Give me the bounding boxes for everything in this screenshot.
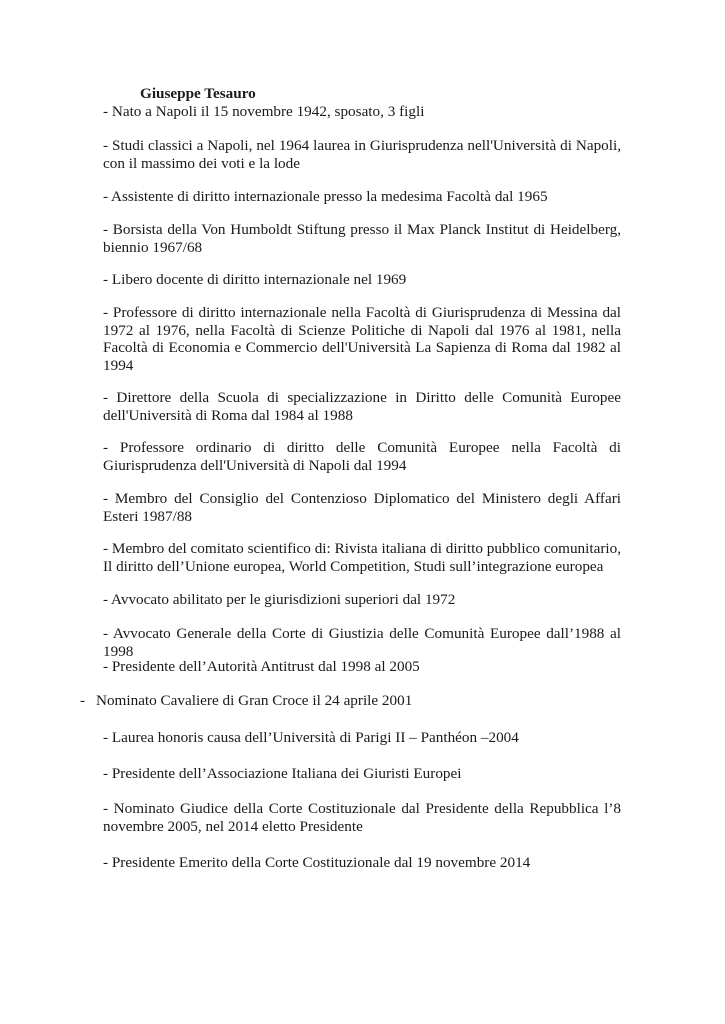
entry-cavaliere bbox=[80, 692, 412, 710]
document-title: Giuseppe Tesauro bbox=[140, 85, 256, 102]
entry-libero-docente: - Libero docente di diritto internazionale nel 1969 bbox=[103, 271, 407, 288]
entry-professore-internazionale: - Professore di diritto internazionale nella Facoltà di Giurisprudenza di Messina dal 1972 al 1976, nella Facoltà di Scienze Politiche di Napoli dal 1976 al 1981, nella Facoltà di Economia e Commercio dell'Università La Sapienza di Roma dal 1982 al 1994 bbox=[103, 304, 621, 374]
entry-professore-ordinario: - Professore ordinario di diritto delle Comunità Europee nella Facoltà di Giurisprudenza dell'Università di Napoli dal 1994 bbox=[103, 439, 621, 474]
entry-cavaliere-text: Nominato Cavaliere di Gran Croce il 24 aprile 2001 bbox=[96, 692, 413, 709]
entry-studies: - Studi classici a Napoli, nel 1964 laurea in Giurisprudenza nell'Università di Napoli, con il massimo dei voti e la lode bbox=[103, 137, 621, 172]
entry-avvocato-generale: - Avvocato Generale della Corte di Giustizia delle Comunità Europee dall’1988 al 1998 bbox=[103, 625, 621, 660]
entry-comitato-scientifico: - Membro del comitato scientifico di: Rivista italiana di diritto pubblico comunitario, Il diritto dell’Unione europea, World Competition, Studi sull’integrazione europea bbox=[103, 540, 621, 575]
entry-humboldt: - Borsista della Von Humboldt Stiftung presso il Max Planck Institut di Heidelberg, biennio 1967/68 bbox=[103, 221, 621, 256]
entry-consiglio-contenzioso: - Membro del Consiglio del Contenzioso Diplomatico del Ministero degli Affari Esteri 1987/88 bbox=[103, 490, 621, 525]
entry-laurea-honoris: - Laurea honoris causa dell’Università di Parigi II – Panthéon –2004 bbox=[103, 729, 519, 746]
entry-assistant: - Assistente di diritto internazionale presso la medesima Facoltà dal 1965 bbox=[103, 188, 548, 205]
entry-presidente-emerito: - Presidente Emerito della Corte Costituzionale dal 19 novembre 2014 bbox=[103, 854, 531, 871]
entry-avvocato-abilitato: - Avvocato abilitato per le giurisdizioni superiori dal 1972 bbox=[103, 591, 456, 608]
entry-direttore: - Direttore della Scuola di specializzazione in Diritto delle Comunità Europee dell'Università di Roma dal 1984 al 1988 bbox=[103, 389, 621, 424]
entry-associazione-giuristi: - Presidente dell’Associazione Italiana dei Giuristi Europei bbox=[103, 765, 462, 782]
entry-giudice-corte: - Nominato Giudice della Corte Costituzionale dal Presidente della Repubblica l’8 novembre 2005, nel 2014 eletto Presidente bbox=[103, 800, 621, 835]
entry-presidente-antitrust: - Presidente dell’Autorità Antitrust dal 1998 al 2005 bbox=[103, 658, 420, 675]
entry-cavaliere-dash: - bbox=[80, 692, 86, 709]
entry-birth: - Nato a Napoli il 15 novembre 1942, sposato, 3 figli bbox=[103, 103, 425, 120]
